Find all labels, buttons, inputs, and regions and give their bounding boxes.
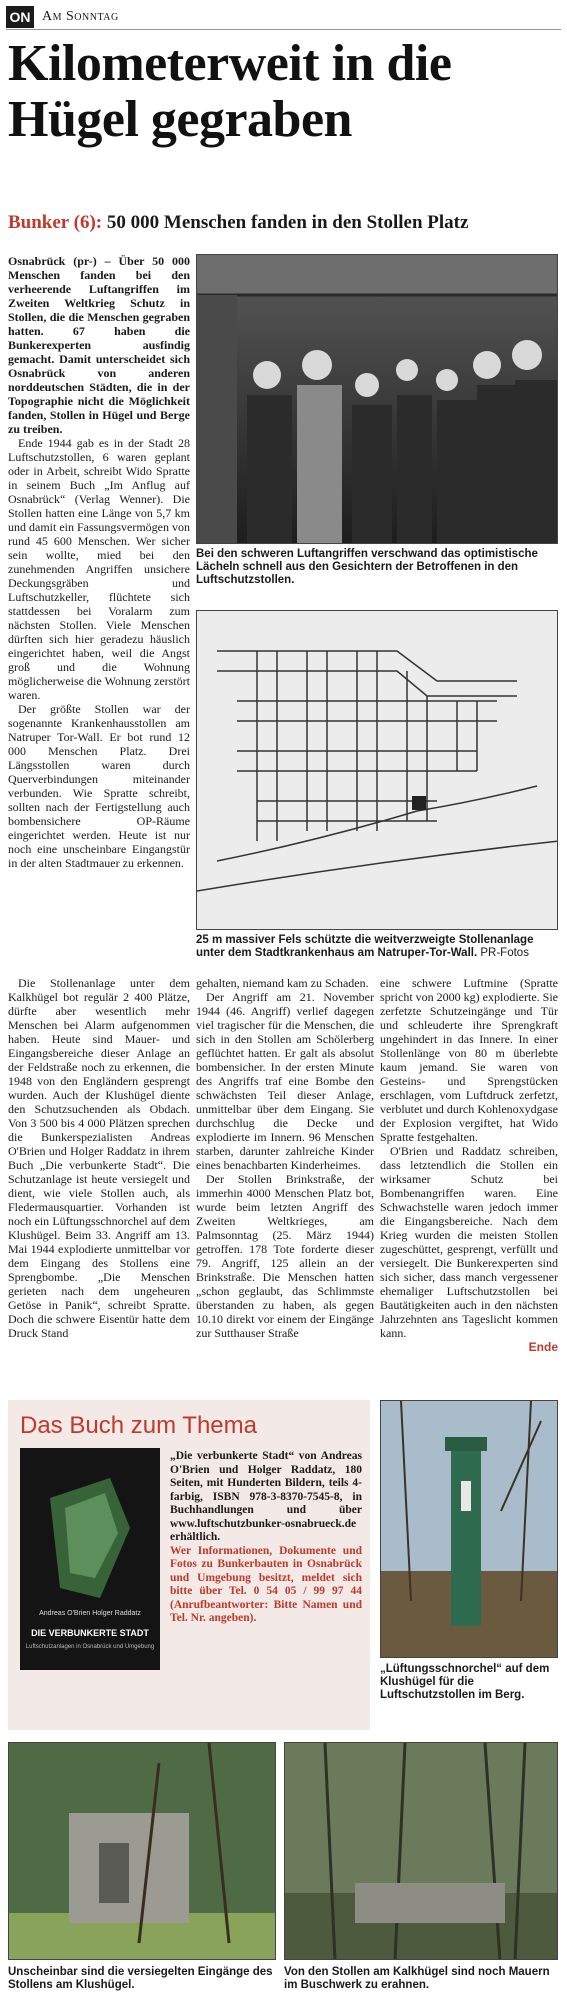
book-details: „Die verbunkerte Stadt“ von Andreas O'Brien und Holger Raddatz, 180 Seiten, mit Hunderten Bildern, teils 4-farbig, ISBN 978-3-8370-7545-8, in Buchhandlungen und über www.luftschutzbunker-osnabrueck.de erhältlich. [170, 1450, 362, 1543]
map-caption [196, 934, 558, 960]
headline-line-2: Hügel gegraben [8, 91, 352, 148]
klushuegel-entrance-graphic [9, 1743, 276, 1960]
book-box-heading: Das Buch zum Thema [20, 1412, 257, 1439]
paragraph: Der Stollen Brinkstraße, der immerhin 4000 Menschen Platz bot, wurde beim letzten Angriff des Zweiten Weltkrieges, am Palmsonntag (25. März 1944) getroffen. 178 Tote forderte dieser 79. Angriff, 125 allein an der Brinkstraße. Die Menschen hatten „schon geglaubt, das Schlimmste überstanden zu haben, als gegen 10.10 direkt vor einem der Eingänge zur Sutthauser Straße [196, 1172, 374, 1340]
snorkel-caption: „Lüftungsschnorchel“ auf dem Klushügel für die Luftschutzstollen im Berg. [380, 1663, 550, 1701]
paragraph: gehalten, niemand kam zu Schaden. [196, 976, 369, 990]
column-2 [196, 976, 374, 1392]
photo-caption: Bei den schweren Luftangriffen verschwand das optimistische Lächeln schnell aus den Gesichtern der Betroffenen in den Luftschutzstollen. [196, 548, 538, 586]
book-cover-authors: Andreas O'Brien Holger Raddatz [39, 1610, 141, 1617]
ventilation-snorkel-graphic [381, 1401, 558, 1658]
headline [8, 36, 558, 148]
headline-line-1: Kilometerweit in die [8, 35, 452, 92]
book-cover [20, 1448, 160, 1670]
column-3 [380, 976, 558, 1392]
contact-call: Wer Informationen, Dokumente und Fotos zu Bunkerbauten in Osnabrück und Umgebung besitzt, meldet sich bitte über Tel. 0 54 05 / 99 97 44 (Anrufbeantworter: Bitte Namen und Tel. Nr. angeben). [170, 1544, 362, 1624]
paragraph: Ende 1944 gab es in der Stadt 28 Luftschutzstollen, 6 waren geplant oder in Arbeit, schreibt Wido Spratte in seinem Buch „Im Anflug auf Osnabrück“ (Verlag Wenner). Die Stollen hatten eine Länge von 5,7 km und damit ein Fassungsvermögen von rund 45 600 Menschen. Wer sicher sein wollte, mied bei den zunehmenden Angriffen unsichere Deckungsgräben und Luftschutzkeller, flüchtete sich stattdessen bei Voralarm zum nächsten Stollen. Viele Menschen dürften sich hier geradezu häuslich eingerichtet haben, weil die Angst groß und die Wohnung möglicherweise die Wohnung zerstört waren. [8, 436, 190, 702]
paragraph: eine schwere Luftmine (Spratte spricht von 2000 kg) explodierte. Sie zerfetzte Schutzeingänge und Tür und schleuderte ihre Sprengkraft ungehindert in das Innere. In einer Stollenlänge von 80 m überlebte kaum jemand. Sie waren von Gesteins- und Sprengstücken erschlagen, vom Luftdruck zerfetzt, verblutet und durch Kohlenoxydgase der Explosion vergiftet, hat Wido Spratte festgehalten. [380, 976, 558, 1144]
masthead [6, 4, 561, 30]
kalkhuegel-walls-photo [284, 1742, 558, 1960]
paragraph: O'Brien und Raddatz schreiben, dass letztendlich die Stollen ein wirksamer Schutz bei Bombenangriffen waren. Eine Schwachstelle waren jedoch immer die Eingangsbereiche. Nach dem Krieg wurden die meisten Stollen zugeschüttet, gesprengt, verfüllt und versiegelt. Die Bunkerexperten sind sich sicher, dass manch vergessener ehemaliger Luftschutzstollen bei Bautätigkeiten auch in den nächsten Jahrzehnten ans Tageslicht kommen kann. [380, 1144, 558, 1340]
section-name: Am Sonntag [42, 8, 119, 24]
paragraph: Die Stollenanlage unter dem Kalkhügel bot regulär 2 400 Plätze, dürfte aber wesentlich mehr Menschen bei Alarm aufgenommen haben. Heute sind Mauer- und Eingangsbereiche dieser Anlage an der Feldstraße noch zu erkennen, die 1948 von den Engländern gesprengt wurden. Auch der Klushügel diente den Schutzsuchenden als Obdach. Von 3 500 bis 4 000 Plätzen sprechen die Bunkerspezialisten Andreas O'Brien und Holger Raddatz in ihrem Buch „Die verbunkerte Stadt“. Die Schutzanlage ist heute versiegelt und dient, wie viele Stollen auch, als Fledermausquartier. Vorhanden ist noch ein Lüftungsschnorchel auf dem Klushügel. Beim 33. Angriff am 13. Mai 1944 explodierte unmittelbar vor dem Eingang des Stollens eine Sprengbombe. „Die Menschen gerieten nach dem ungeheuren Getöse in Panik“, schreibt Spratte. Doch die schwere Eisentür hatte dem Druck Stand [8, 976, 190, 1340]
tunnel-map [196, 610, 558, 930]
tunnel-map-graphic [197, 611, 558, 930]
kalkhuegel-caption: Von den Stollen am Kalkhügel sind noch Mauern im Buschwerk zu erahnen. [284, 1966, 550, 1991]
subheadline-text: 50 000 Menschen fanden in den Stollen Platz [106, 212, 469, 233]
historic-shelter-photo-graphic [197, 255, 558, 544]
kicker: Bunker (6): [8, 212, 103, 233]
kalkhuegel-walls-graphic [285, 1743, 558, 1960]
historic-shelter-photo [196, 254, 558, 544]
newspaper-logo: ON [6, 6, 34, 28]
book-cover-subtitle: Luftschutzanlagen in Osnabrück und Umgebung [25, 1644, 155, 1650]
lead-paragraph: Osnabrück (pr-) – Über 50 000 Menschen fanden bei den verheerende Luftangriffen im Zweiten Weltkrieg Schutz in Stollen, die die Menschen gegraben hatten. 67 haben die Bunkerexperten ausfindig gemacht. Damit unterscheidet sich Osnabrück von anderen norddeutschen Städten, die in der Topographie nicht die Möglichkeit fanden, Stollen in Hügel und Berge zu treiben. [8, 254, 190, 436]
book-info-box [8, 1400, 370, 1730]
book-cover-title: DIE VERBUNKERTE STADT [31, 1628, 149, 1638]
end-mark: Ende [528, 1340, 558, 1354]
book-description [170, 1450, 362, 1626]
klushuegel-caption: Unscheinbar sind die versiegelten Eingänge des Stollens am Klushügel. [8, 1966, 273, 1991]
map-caption-text: 25 m massiver Fels schützte die weitverzweigte Stollenanlage unter dem Stadtkrankenhaus am Natruper-Tor-Wall. [196, 934, 534, 959]
paragraph: Der Angriff am 21. November 1944 (46. Angriff) verlief dagegen viel tragischer für die Menschen, die sich in den Stollen am Schölerberg geflüchtet hatten. Er galt als absolut bombensicher. In der ersten Minute des Angriffs traf eine Bombe den schwächsten Teil dieser Anlage, unmittelbar über dem Eingang. Sie durchschlug die Decke und explodierte im Innern. 96 Menschen starben, darunter zahlreiche Kinder eines benachbarten Kinderheimes. [196, 990, 374, 1172]
klushuegel-entrance-photo [8, 1742, 276, 1960]
column-1-lower [8, 976, 190, 1392]
paragraph: Der größte Stollen war der sogenannte Krankenhausstollen am Natruper Tor-Wall. Er bot rund 12 000 Menschen Platz. Drei Längsstollen waren durch Querverbindungen miteinander verbunden. Wie Spratte schreibt, sollten nach der Fertigstellung auch bombensichere OP-Räume eingerichtet werden. Heute ist nur noch eine unscheinbare Eingangstür in der alten Stadtmauer zu erkennen. [8, 702, 190, 870]
photo-credit: PR-Fotos [480, 947, 529, 959]
subheadline [8, 212, 560, 234]
ventilation-snorkel-photo [380, 1400, 558, 1658]
